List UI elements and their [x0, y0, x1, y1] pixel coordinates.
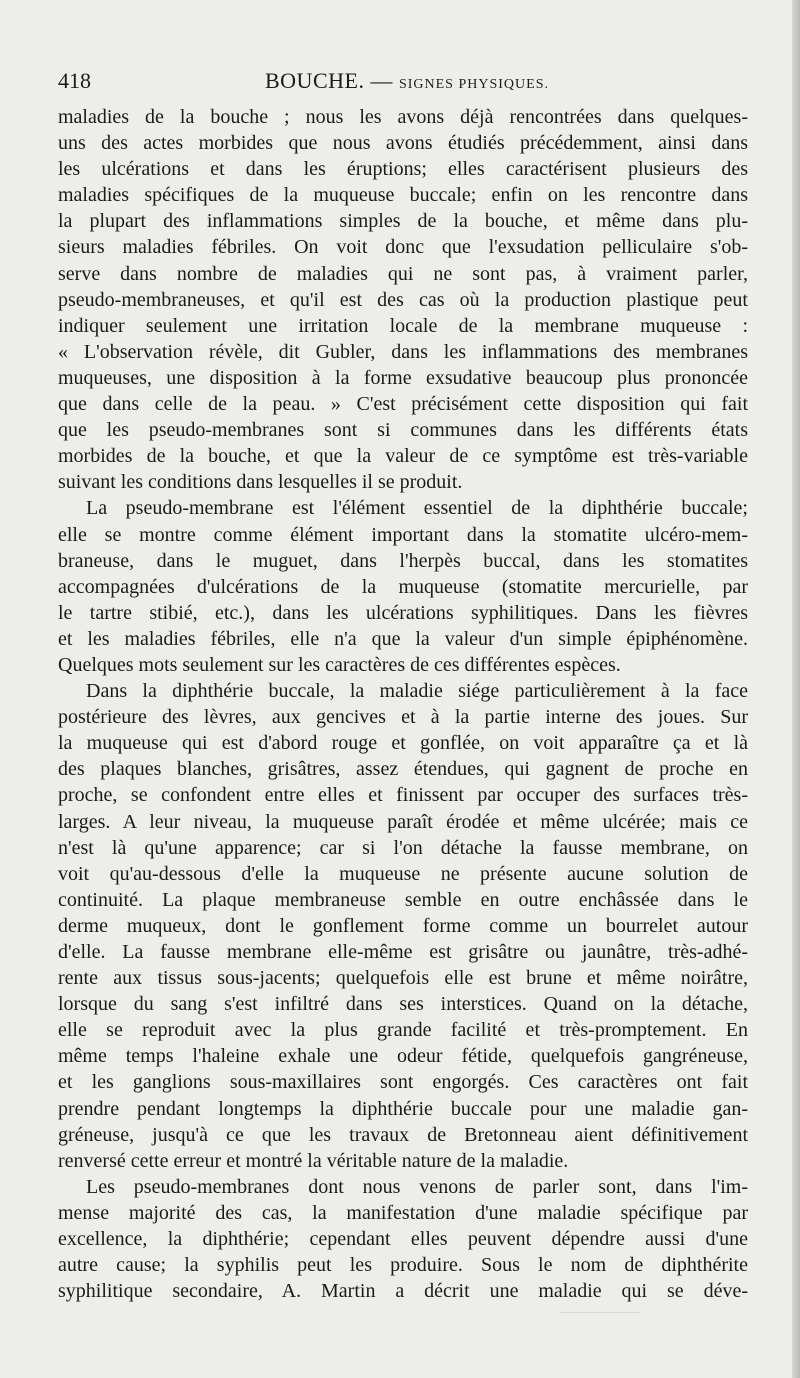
text-line: « L'observation révèle, dit Gubler, dans les inflammations des membranes — [58, 340, 748, 363]
text-line: n'est là qu'une apparence; car si l'on détache la fausse membrane, on — [58, 836, 748, 859]
text-line: rente aux tissus sous-jacents; quelquefois elle est brune et même noirâtre, — [58, 967, 748, 990]
text-line: muqueuses, une disposition à la forme exsudative beaucoup plus prononcée — [58, 366, 748, 389]
text-line: renversé cette erreur et montré la véritable nature de la maladie. — [58, 1149, 569, 1172]
text-line: et les ganglions sous-maxillaires sont engorgés. Ces caractères ont fait — [58, 1071, 748, 1094]
text-line: proche, se confondent entre elles et finissent par occuper des surfaces très- — [58, 784, 748, 807]
text-line: les ulcérations et dans les éruptions; elles caractérisent plusieurs des — [58, 158, 748, 181]
running-title-separator: — — [364, 68, 399, 93]
text-line: syphilitique secondaire, A. Martin a décrit une maladie qui se déve- — [58, 1280, 748, 1303]
text-line: larges. A leur niveau, la muqueuse paraît érodée et même ulcérée; mais ce — [58, 810, 748, 833]
text-line: et les maladies fébriles, elle n'a que la valeur d'un simple épiphénomène. — [58, 627, 748, 650]
text-line: autre cause; la syphilis peut les produire. Sous le nom de diphthérite — [58, 1254, 748, 1277]
text-line: elle se reproduit avec la plus grande facilité et très-promptement. En — [58, 1019, 748, 1042]
text-line: suivant les conditions dans lesquelles il se produit. — [58, 471, 463, 494]
text-line: la muqueuse qui est d'abord rouge et gonflée, on voit apparaître ça et là — [58, 732, 748, 755]
text-line: Quelques mots seulement sur les caractères de ces différentes espèces. — [58, 653, 621, 676]
text-line: gréneuse, jusqu'à ce que les travaux de Bretonneau aient définitivement — [58, 1123, 748, 1146]
text-line: mense majorité des cas, la manifestation d'une maladie spécifique par — [58, 1201, 748, 1224]
text-line: maladies spécifiques de la muqueuse buccale; enfin on les rencontre dans — [58, 184, 748, 207]
text-line: des plaques blanches, grisâtres, assez étendues, qui gagnent de proche en — [58, 758, 748, 781]
text-line: Dans la diphthérie buccale, la maladie siége particulièrement à la face — [86, 680, 748, 703]
text-line: que les pseudo-membranes sont si communes dans les différents états — [58, 419, 748, 442]
text-line: prendre pendant longtemps la diphthérie buccale pour une maladie gan- — [58, 1097, 748, 1120]
text-line: Les pseudo-membranes dont nous venons de parler sont, dans l'im- — [86, 1175, 748, 1198]
running-title-main: BOUCHE. — [265, 68, 365, 93]
text-line: La pseudo-membrane est l'élément essentiel de la diphthérie buccale; — [86, 497, 748, 520]
text-line: derme muqueux, dont le gonflement forme comme un bourrelet autour — [58, 914, 748, 937]
text-line: uns des actes morbides que nous avons étudiés précédemment, ainsi dans — [58, 132, 748, 155]
paragraph — [58, 678, 748, 1174]
text-line: sieurs maladies fébriles. On voit donc que l'exsudation pelliculaire s'ob- — [58, 236, 748, 259]
body-text — [58, 104, 748, 1304]
text-line: elle se montre comme élément important dans la stomatite ulcéro-mem- — [58, 523, 748, 546]
paragraph — [58, 104, 748, 495]
page-edge — [792, 0, 800, 1378]
page-number: 418 — [58, 68, 91, 93]
paragraph — [58, 1174, 748, 1304]
text-line: que dans celle de la peau. » C'est précisément cette disposition qui fait — [58, 393, 748, 416]
paragraph — [58, 495, 748, 678]
text-line: accompagnées d'ulcérations de la muqueuse (stomatite mercurielle, par — [58, 575, 748, 598]
running-header — [58, 68, 748, 98]
text-line: d'elle. La fausse membrane elle-même est grisâtre ou jaunâtre, très-adhé- — [58, 941, 748, 963]
text-line: même temps l'haleine exhale une odeur fétide, quelquefois gangréneuse, — [58, 1045, 748, 1068]
text-line: continuité. La plaque membraneuse semble en outre enchâssée dans le — [58, 888, 748, 911]
text-line: voit qu'au-dessous d'elle la muqueuse ne présente aucune solution de — [58, 862, 748, 885]
text-line: le tartre stibié, etc.), dans les ulcérations syphilitiques. Dans les fièvres — [58, 601, 748, 624]
text-line: serve dans nombre de maladies qui ne sont pas, à vraiment parler, — [58, 262, 748, 285]
text-line: morbides de la bouche, et que la valeur de ce symptôme est très-variable — [58, 445, 748, 468]
text-line: indiquer seulement une irritation locale de la membrane muqueuse : — [58, 314, 748, 337]
text-line: la plupart des inflammations simples de la bouche, et même dans plu- — [58, 210, 748, 233]
text-line: pseudo-membraneuses, et qu'il est des cas où la production plastique peut — [58, 288, 748, 311]
page-smudge — [560, 1312, 640, 1325]
text-line: lorsque du sang s'est infiltré dans ses interstices. Quand on la détache, — [58, 993, 748, 1016]
text-line: maladies de la bouche ; nous les avons déjà rencontrées dans quelques- — [58, 106, 748, 128]
text-line: excellence, la diphthérie; cependant elles peuvent dépendre aussi d'une — [58, 1228, 748, 1251]
text-line: postérieure des lèvres, aux gencives et à la partie interne des joues. Sur — [58, 706, 748, 729]
running-title — [265, 68, 549, 94]
running-title-subtitle: SIGNES PHYSIQUES. — [398, 77, 549, 92]
text-line: braneuse, dans le muguet, dans l'herpès buccal, dans les stomatites — [58, 549, 748, 572]
